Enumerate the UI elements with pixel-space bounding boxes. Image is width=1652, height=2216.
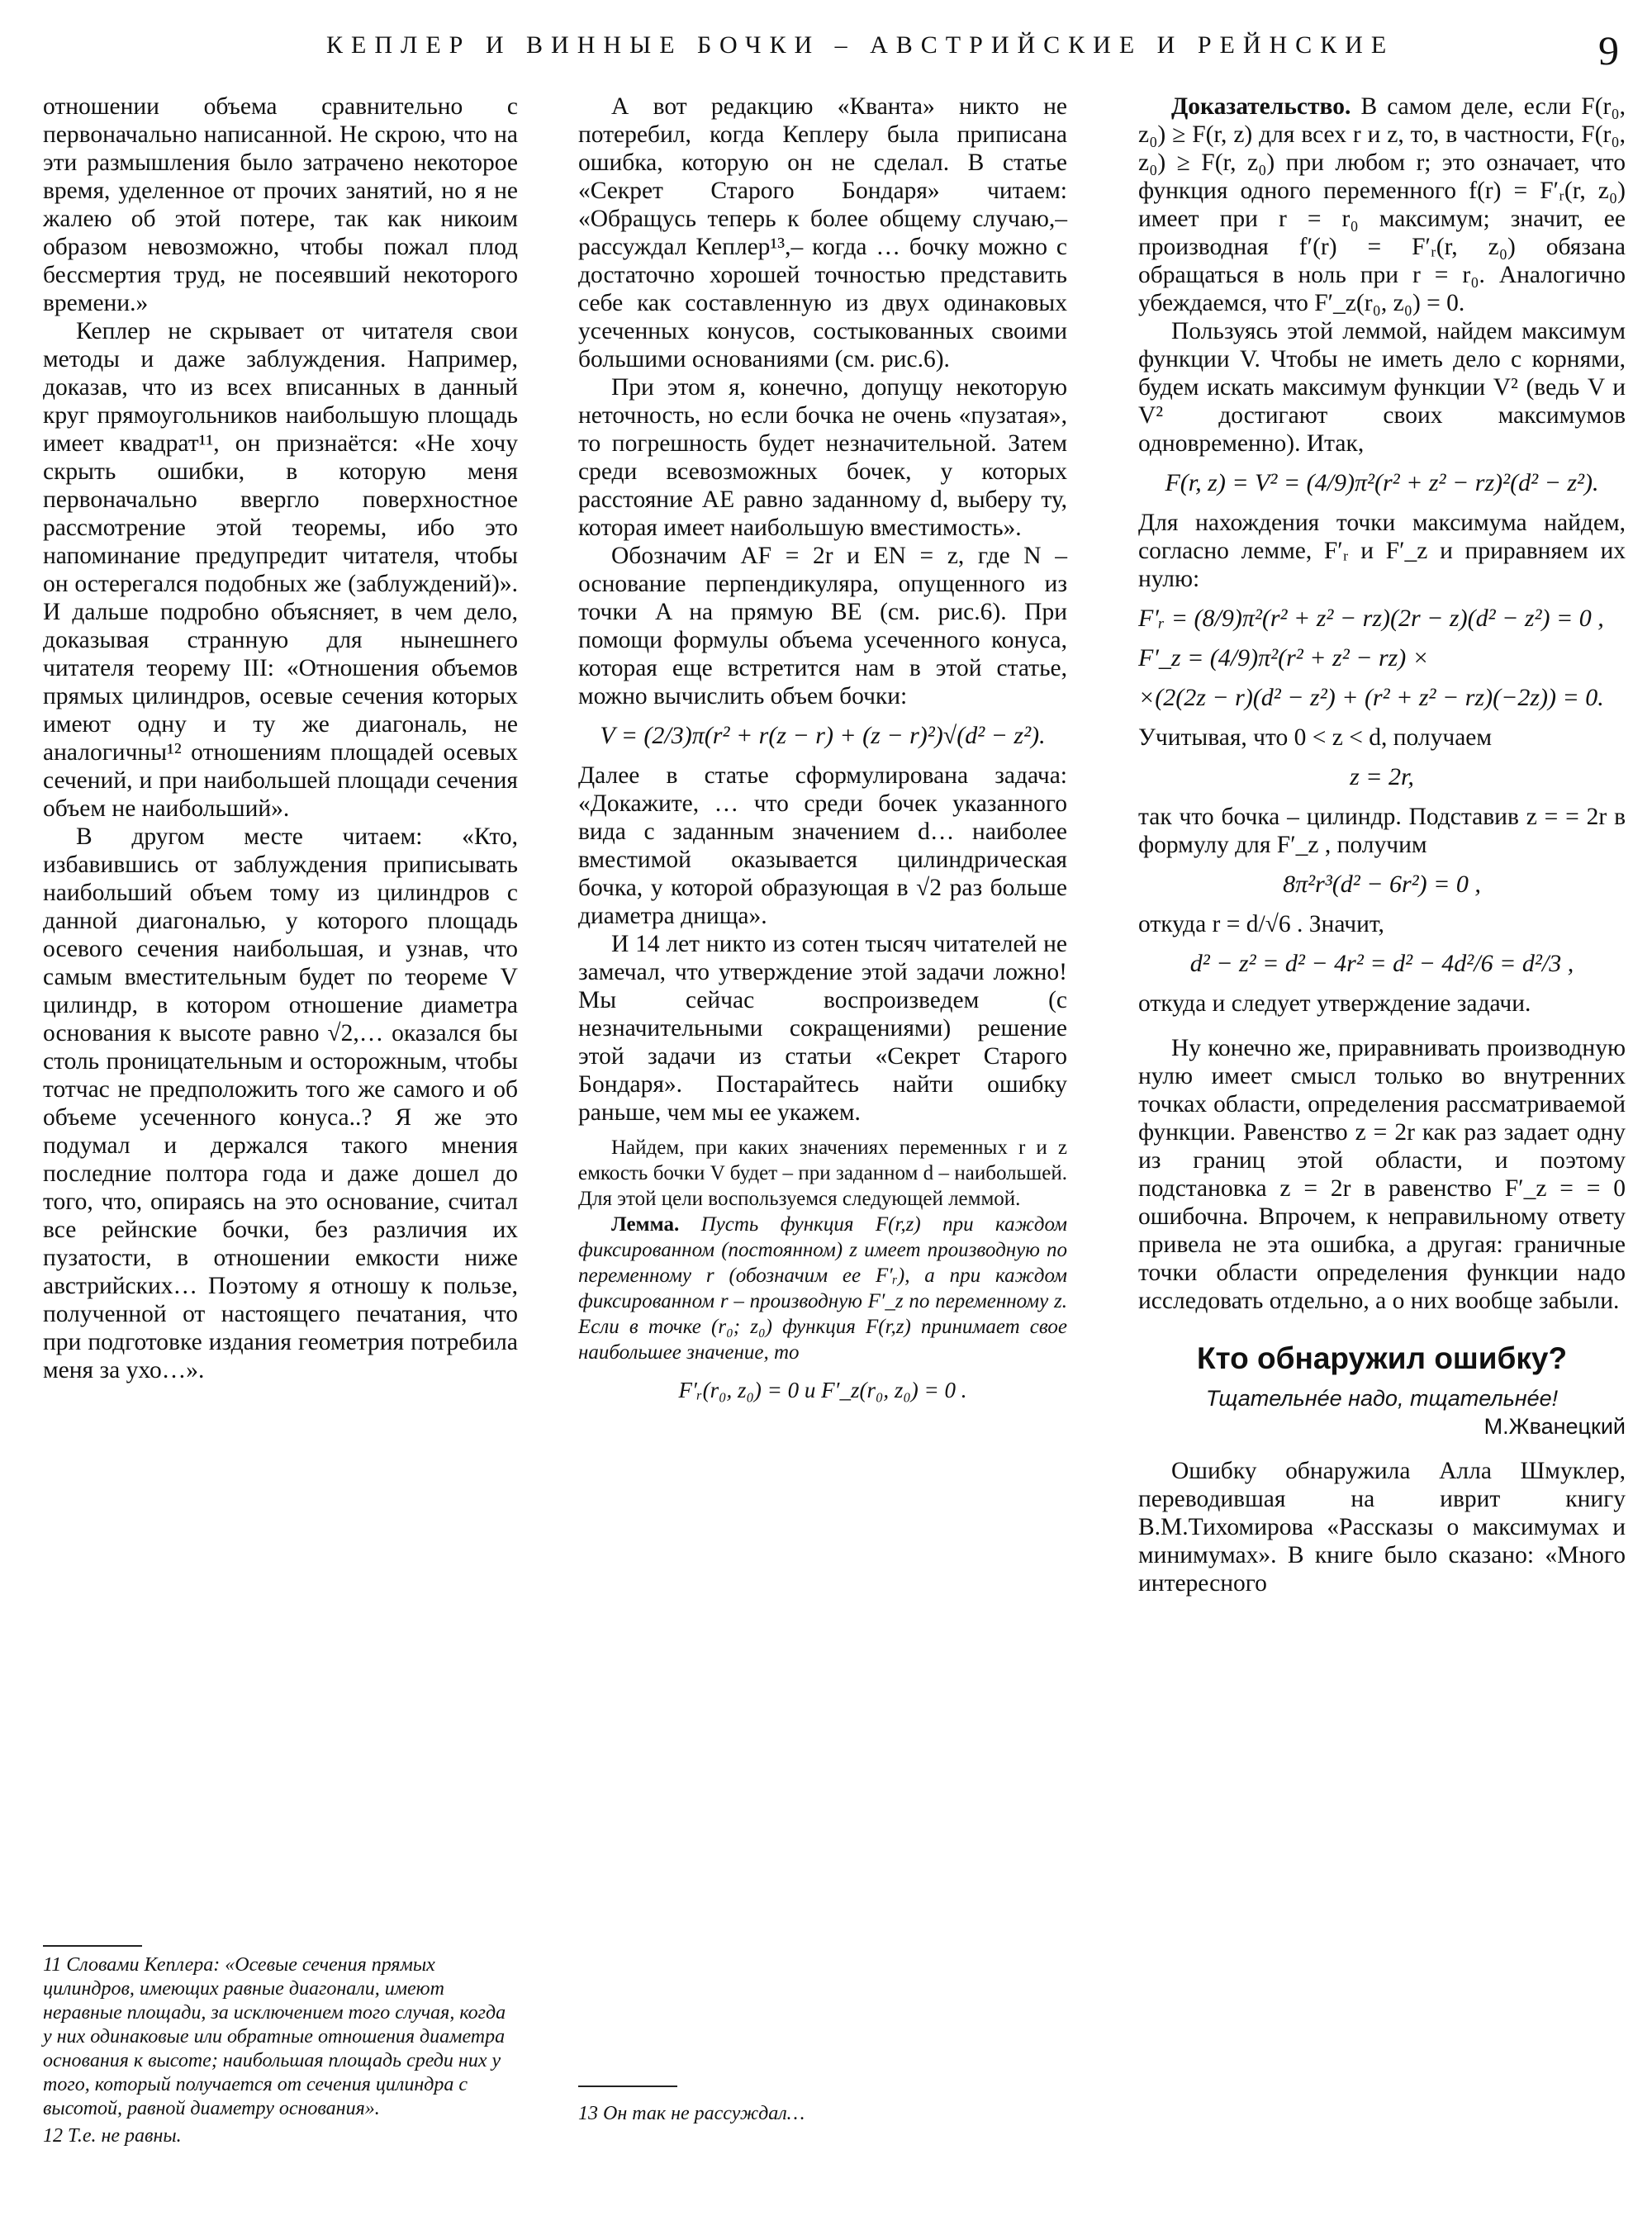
paragraph: Обозначим AF = 2r и EN = z, где N – основание перпендикуляра, опущенного из точки A на прямую BE (см. рис.6). При помощи формулы объема усеченного конуса, которая еще встретится нам в этой статье, можно вычислить объем бочки: xyxy=(578,543,1067,709)
paragraph: Для нахождения точки максимума найдем, согласно лемме, F′ᵣ и F′_z и приравняем их нулю: xyxy=(1138,510,1626,592)
formula-fz-part2: ×(2(2z − r)(d² − z²) + (r² + z² − rz)(−2z)) = 0. xyxy=(1138,684,1604,711)
proof xyxy=(1138,93,1626,317)
epigraph-author: М.Жванецкий xyxy=(1483,1414,1626,1439)
formula-volume: V = (2/3)π(r² + r(z − r) + (z − r)²)√(d² − z²). xyxy=(600,722,1046,749)
paragraph: И 14 лет никто из сотен тысяч читателей не замечал, что утверждение этой задачи ложно! Мы сейчас воспроизведем (с незначительными сокращениями) решение этой задачи из статьи «Секрет Старого Бондаря». Постарайтесь найти ошибку раньше, чем мы ее укажем. xyxy=(578,931,1067,1126)
paragraph: откуда r = d/√6 . Значит, xyxy=(1138,911,1384,937)
paragraph: Пользуясь этой леммой, найдем максимум функции V. Чтобы не иметь дело с корнями, будем искать максимум функции V² (ведь V и V² достигают своих максимумов одновременно). Итак, xyxy=(1138,318,1626,457)
page-header xyxy=(0,27,1652,81)
column-3 xyxy=(1138,93,1626,1597)
formula-8pi: 8π²r³(d² − 6r²) = 0 , xyxy=(1283,871,1481,898)
section-heading: Кто обнаружил ошибку? xyxy=(1196,1341,1568,1375)
running-title: КЕПЛЕР И ВИННЫЕ БОЧКИ – АВСТРИЙСКИЕ И РЕЙНСКИЕ xyxy=(326,31,1395,59)
paragraph: Ну конечно же, приравнивать производную нулю имеет смысл только во внутренних точках области, определения рассматриваемой функции. Равенство z = 2r как раз задает одну из границ этой области, и поэтому подстановка z = 2r в равенство F′_z = = 0 ошибочна. Впрочем, к неправильному ответу привела не эта ошибка, а другая: граничные точки области определения функции надо исследовать отдельно, а о них вообще забыли. xyxy=(1138,1035,1626,1314)
formula-d: d² − z² = d² − 4r² = d² − 4d²/6 = d²/3 , xyxy=(1189,950,1574,977)
paragraph: Далее в статье сформулирована задача: «Докажите, … что среди бочек указанного вида с заданным значением d… наиболее вместимой оказывается цилиндрическая бочка, у которой образующая в √2 раз больше диаметра днища». xyxy=(578,762,1067,929)
proof-text: В самом деле, если F(r₀, z₀) ≥ F(r, z) для всех r и z, то, в частности, F(r₀, z₀) ≥ F(r, z₀) при любом r; это означает, что функция одного переменного f(r) = F′ᵣ(r, z₀) имеет при r = r₀ максимум; значит, ее производная f′(r) = F′ᵣ(r, z₀) обязана обращаться в ноль при r = r₀. Аналогично убеждаемся, что F′_z(r₀, z₀) = 0. xyxy=(1138,93,1626,316)
paragraph: отношении объема сравнительно с первоначально написанной. Не скрою, что на эти размышления было затрачено некоторое время, уделенное от прочих занятий, но я не жалею об этой потере, так как никоим образом невозможно, чтобы пожал плод бессмертия труд, не посеявший некоторого времени.» xyxy=(43,93,518,316)
proof-label: Доказательство. xyxy=(1171,93,1351,120)
formula-f: F(r, z) = V² = (4/9)π²(r² + z² − rz)²(d² − z²). xyxy=(1165,469,1599,496)
paragraph: Учитывая, что 0 < z < d, получаем xyxy=(1138,724,1493,751)
formula-z: z = 2r, xyxy=(1350,763,1414,790)
paragraph: Ошибку обнаружила Алла Шмуклер, переводившая на иврит книгу В.М.Тихомирова «Рассказы о максимумах и минимумах». В книге было сказано: «Много интересного xyxy=(1138,1458,1626,1597)
footnote-13: 13 Он так не рассуждал… xyxy=(578,2103,805,2124)
epigraph: Тщательнée надо, тщательнée! xyxy=(1205,1386,1559,1411)
footnote-11: 11 Словами Кеплера: «Осевые сечения прямых цилиндров, имеющих равные диагонали, имеют неравные площади, за исключением того случая, когда у них одинаковые или обратные отношения диаметра основания к высоте; наибольшая площадь среди них у того, который получается от сечения цилиндра с высотой, равной диаметру основания». xyxy=(43,1954,506,2119)
lemma-formula: F′ᵣ(r₀, z₀) = 0 и F′_z(r₀, z₀) = 0 . xyxy=(678,1378,967,1402)
paragraph: В другом месте читаем: «Кто, избавившись от заблуждения приписывать наибольший объем тому из цилиндров с данной диагональю, у которого площадь осевого сечения наибольшая, и узнав, что самым вместительным будет по теореме V цилиндр, в котором отношение диаметра основания к высоте равно √2,… оказался бы столь проницательным и осторожным, чтобы тотчас не предположить того же самого и об объеме усеченного конуса..? Я же это подумал и держался такого мнения последние полтора года и даже дошел до того, что, опираясь на это основание, считал все рейнские бочки, без различия их пузатости, в отношении емкости ниже австрийских… Поэтому я отношу к пользе, полученной от настоящего печатания, что при подготовке издания геометрия потребила меня за ухо…». xyxy=(43,823,518,1383)
lemma-label: Лемма. xyxy=(611,1213,680,1236)
footnote-rule xyxy=(578,2086,677,2087)
column-1 xyxy=(43,93,518,1384)
paragraph: откуда и следует утверждение задачи. xyxy=(1138,990,1531,1017)
formula-fz-part1: F′_z = (4/9)π²(r² + z² − rz) × xyxy=(1138,644,1430,671)
paragraph: При этом я, конечно, допущу некоторую неточность, но если бочка не очень «пузатая», то погрешность будет незначительной. Затем среди всевозможных бочек, у которых расстояние AE равно заданному d, выберу ту, которая имеет наибольшую вместимость». xyxy=(578,374,1067,541)
formula-fr: F′ᵣ = (8/9)π²(r² + z² − rz)(2r − z)(d² − z²) = 0 , xyxy=(1138,605,1604,632)
paragraph: так что бочка – цилиндр. Подставив z = = 2r в формулу для F′_z , получим xyxy=(1138,804,1626,858)
footnote-12: 12 Т.е. не равны. xyxy=(43,2125,182,2147)
lemma xyxy=(578,1212,1067,1365)
footnote-rule xyxy=(43,1945,142,1947)
paragraph: Кеплер не скрывает от читателя свои методы и даже заблуждения. Например, доказав, что из всех вписанных в данный круг прямоугольников наибольшую площадь имеет квадрат¹¹, он признаётся: «Не хочу скрыть ошибки, в которую меня первоначально ввергло поверхностное рассмотрение этой теоремы, ибо это напоминание предупредит читателя, чтобы он остерегался подобных же (заблуждений)». И дальше подробно объясняет, в чем дело, доказывая странную для нынешнего читателя теорему III: «Отношения объемов прямых цилиндров, осевые сечения которых имеют одну и ту же диагональ, не аналогичны¹² отношениям площадей осевых сечений, и при наибольшей площади сечения объем не наибольший». xyxy=(43,318,518,822)
footnotes-col1 xyxy=(43,1953,518,2148)
paragraph: А вот редакцию «Кванта» никто не потеребил, когда Кеплеру была приписана ошибка, которую он не сделал. В статье «Секрет Старого Бондаря» читаем: «Обращусь теперь к более общему случаю,– рассуждал Кеплер¹³,– когда … бочку можно с достаточно хорошей точностью представить себе как составленную из двух одинаковых усеченных конусов, состыкованных своими большими основаниями (см. рис.6). xyxy=(578,93,1067,372)
small-paragraph: Найдем, при каких значениях переменных r и z емкость бочки V будет – при заданном d – наибольшей. Для этой цели воспользуемся следующей леммой. xyxy=(578,1136,1067,1210)
page-number: 9 xyxy=(1598,27,1619,74)
lemma-text: Пусть функция F(r,z) при каждом фиксированном (постоянном) z имеет производную по переменному r (обозначим ее F′ᵣ), а при каждом фиксированном r – производную F′_z по переменному z. Если в точке (r₀; z₀) функция F(r,z) принимает свое наибольшее значение, то xyxy=(578,1213,1068,1364)
footnotes-col2 xyxy=(578,2102,1067,2126)
lemma-block xyxy=(578,1135,1067,1403)
column-2 xyxy=(578,93,1067,1415)
